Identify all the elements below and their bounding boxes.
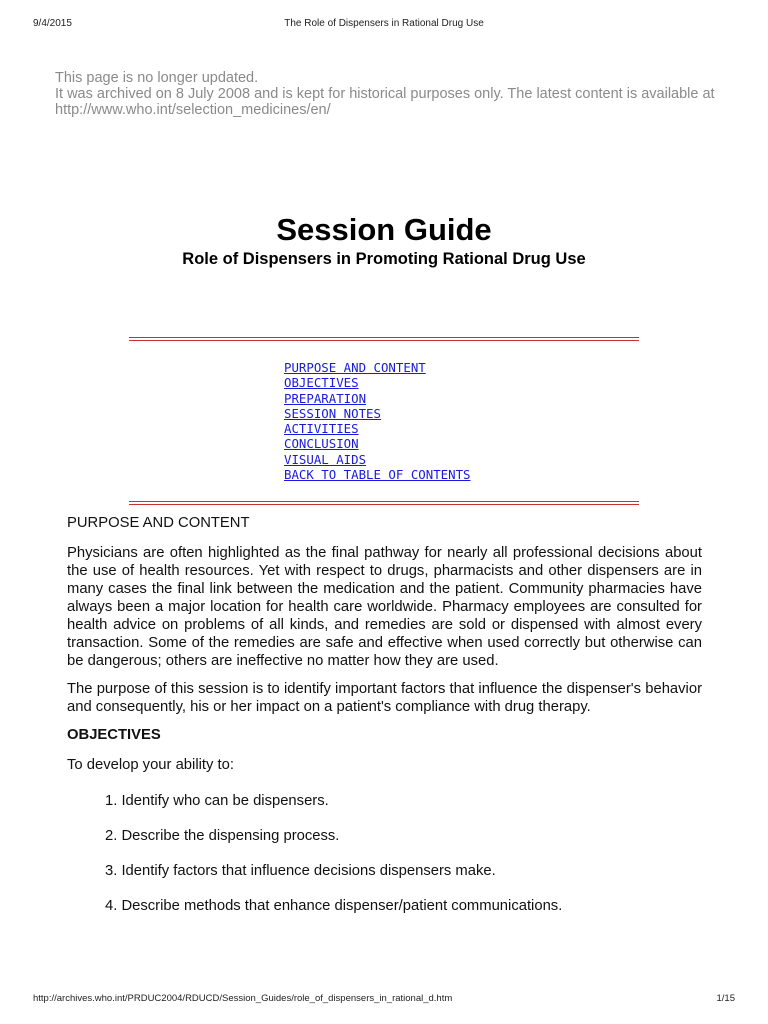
purpose-heading: PURPOSE AND CONTENT <box>67 515 250 531</box>
archive-notice <box>55 70 745 118</box>
objective-item: 4. Describe methods that enhance dispenser/patient communications. <box>105 898 563 914</box>
toc-link-purpose-and-content[interactable]: PURPOSE AND CONTENT <box>284 360 426 375</box>
toc-link-objectives[interactable]: OBJECTIVES <box>284 375 359 391</box>
page-title: Session Guide <box>276 212 492 247</box>
divider-top <box>129 337 639 341</box>
divider-bottom <box>129 501 639 505</box>
objectives-heading: OBJECTIVES <box>67 727 161 743</box>
toc-link-visual-aids[interactable]: VISUAL AIDS <box>284 451 367 467</box>
notice-line-2: It was archived on 8 July 2008 and is kept for historical purposes only. The latest content is available at <box>55 86 715 102</box>
objective-item: 1. Identify who can be dispensers. <box>105 793 329 809</box>
main-content <box>67 514 702 932</box>
objectives-list <box>67 792 702 915</box>
toc-link-preparation[interactable]: PREPARATION <box>284 390 367 406</box>
objectives-intro: To develop your ability to: <box>67 757 234 773</box>
print-url: http://archives.who.int/PRDUC2004/RDUCD/Session_Guides/role_of_dispensers_in_rational_d.htm <box>33 993 453 1004</box>
print-page-number: 1/15 <box>716 993 735 1004</box>
toc-link-session-notes[interactable]: SESSION NOTES <box>284 405 381 421</box>
print-date: 9/4/2015 <box>33 18 72 29</box>
session-contents-nav <box>284 360 471 482</box>
page-subtitle: Role of Dispensers in Promoting Rational Drug Use <box>182 250 586 268</box>
print-page-title: The Role of Dispensers in Rational Drug Use <box>284 18 484 29</box>
purpose-paragraph-2: The purpose of this session is to identify important factors that influence the dispenser's behavior and consequently, his or her impact on a patient's compliance with drug therapy. <box>67 681 702 715</box>
toc-link-activities[interactable]: ACTIVITIES <box>284 421 359 437</box>
notice-line-3: http://www.who.int/selection_medicines/en/ <box>55 102 331 118</box>
notice-line-1: This page is no longer updated. <box>55 70 259 86</box>
purpose-paragraph-1: Physicians are often highlighted as the final pathway for nearly all professional decisions about the use of health resources. Yet with respect to drugs, pharmacists and other dispensers are in many cases the final link between the medication and the patient. Community pharmacies have always been a major location for health care worldwide. Pharmacy employees are consulted for health advice on problems of all kinds, and remedies are sold or dispensed with almost every transaction. Some of the remedies are safe and effective when used correctly but otherwise can be dangerous; others are ineffective no matter how they are used. <box>67 545 702 669</box>
objective-item: 2. Describe the dispensing process. <box>105 828 340 844</box>
toc-link-conclusion[interactable]: CONCLUSION <box>284 436 359 452</box>
toc-link-back-to-table-of-contents[interactable]: BACK TO TABLE OF CONTENTS <box>284 467 471 483</box>
objective-item: 3. Identify factors that influence decisions dispensers make. <box>105 863 496 879</box>
